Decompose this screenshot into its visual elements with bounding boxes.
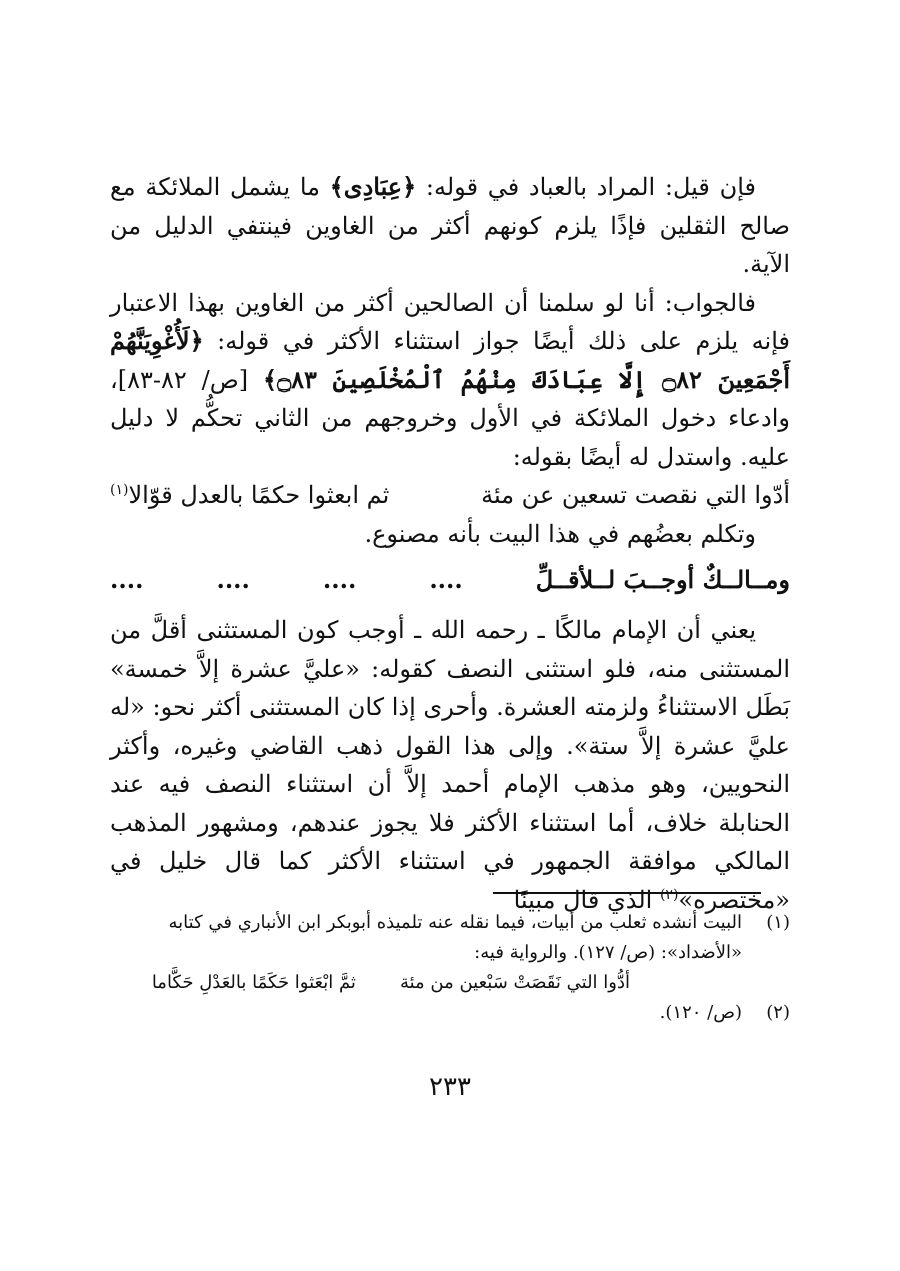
ellipsis: .... bbox=[216, 565, 250, 594]
footnote-number: (١) bbox=[766, 912, 790, 933]
footnote bbox=[110, 908, 790, 968]
ellipsis: .... bbox=[110, 565, 144, 594]
paragraph-text: ما يشمل الملائكة مع صالح الثقلين فإذًا يلزم كونهم أكثر من الغاوين فينتفي الدليل من الآية. bbox=[110, 173, 790, 278]
ellipsis: .... bbox=[322, 565, 357, 594]
footnote bbox=[110, 998, 790, 1028]
footnote-verse bbox=[110, 968, 790, 998]
footnote-ref[interactable]: (٢) bbox=[659, 886, 679, 903]
paragraph-fabricated: وتكلم بعضُهم في هذا البيت بأنه مصنوع. bbox=[364, 519, 756, 548]
verse-hemistich-first: أدّوا التي نقصت تسعين عن مئة bbox=[481, 481, 790, 509]
footnote-ref[interactable]: (١) bbox=[110, 482, 129, 498]
paragraph-text: الذي قال مبينًا bbox=[513, 885, 660, 914]
page-number: ٢٣٣ bbox=[429, 1072, 471, 1102]
ellipsis: .... bbox=[429, 565, 463, 594]
matn-half-verse bbox=[110, 557, 790, 603]
paragraph-text: [ص/ ٨٢-٨٣]، وادعاء دخول الملائكة في الأول وخروجهم من الثاني تحكُّم لا دليل عليه. واستدل له أيضًا بقوله: bbox=[110, 365, 790, 471]
matn-text: ومــالــكٌ أوجــبَ لــلأقــلِّ bbox=[535, 565, 790, 594]
paragraph-text: يعني أن الإمام مالكًا ـ رحمه الله ـ أوجب كون المستثنى أقلَّ من المستثنى منه، فلو استثنى النصف كقوله: «عليَّ عشرة إلاَّ خمسة» بَطَل الاستثناءُ ولزمته العشرة. وأحرى إذا كان المستثنى أكثر نحو: «له عليَّ عشرة إلاَّ ستة». وإلى هذا القول ذهب القاضي وغيره، وأكثر النحويين، وهو مذهب الإمام أحمد إلاَّ أن استثناء النصف فيه عند الحنابلة خلاف، أما استثناء الأكثر فلا يجوز عندهم، ومشهور المذهب المالكي موافقة الجمهور في استثناء الأكثر كما قال خليل في «مختصره» bbox=[110, 616, 791, 914]
verse-hemistich-second bbox=[110, 476, 389, 515]
paragraph-answer bbox=[110, 284, 790, 477]
verse-hemistich-first: أدُّوا التي نَقَصَتْ سَبْعين من مئة bbox=[399, 972, 630, 993]
verse-hemistich-second: ثمَّ ابْعَثوا حَكَمًا بالعَدْلِ حَكَّاما bbox=[151, 972, 356, 993]
footnote-text: البيت أنشده ثعلب من أبيات، فيما نقله عنه تلميذه أبوبكر ابن الأنباري في كتابه «الأضداد»: (ص/ ١٢٧). والرواية فيه: bbox=[168, 912, 742, 963]
paragraph-text: فإن قيل: المراد بالعباد في قوله: bbox=[416, 173, 756, 201]
paragraph-text: فالجواب: أنا لو سلمنا أن الصالحين أكثر من الغاوين بهذا الاعتبار فإنه يلزم على ذلك أيضًا جواز استثناء الأكثر في قوله: bbox=[110, 288, 790, 355]
footnote-number: (٢) bbox=[766, 1002, 790, 1023]
footnotes bbox=[110, 908, 790, 1028]
paragraph-objection bbox=[110, 168, 790, 284]
main-text bbox=[110, 168, 790, 919]
quran-quote: ﴿لَأُغْوِيَنَّهُمْ أَجْمَعِينَ ۝٨٢ إِلَّا عِبَادَكَ مِنْهُمُ ٱلْمُخْلَصِينَ ۝٨٣﴾ bbox=[110, 326, 791, 394]
footnote-text: (ص/ ١٢٠). bbox=[659, 1002, 742, 1023]
poetry-verse bbox=[110, 476, 790, 515]
paragraph-commentary bbox=[110, 611, 790, 919]
quran-quote: ﴿عِبَادِى﴾ bbox=[329, 172, 417, 201]
verse-text: ثم ابعثوا حكمًا بالعدل قوّالا bbox=[128, 481, 390, 509]
footnote-divider bbox=[493, 892, 761, 894]
